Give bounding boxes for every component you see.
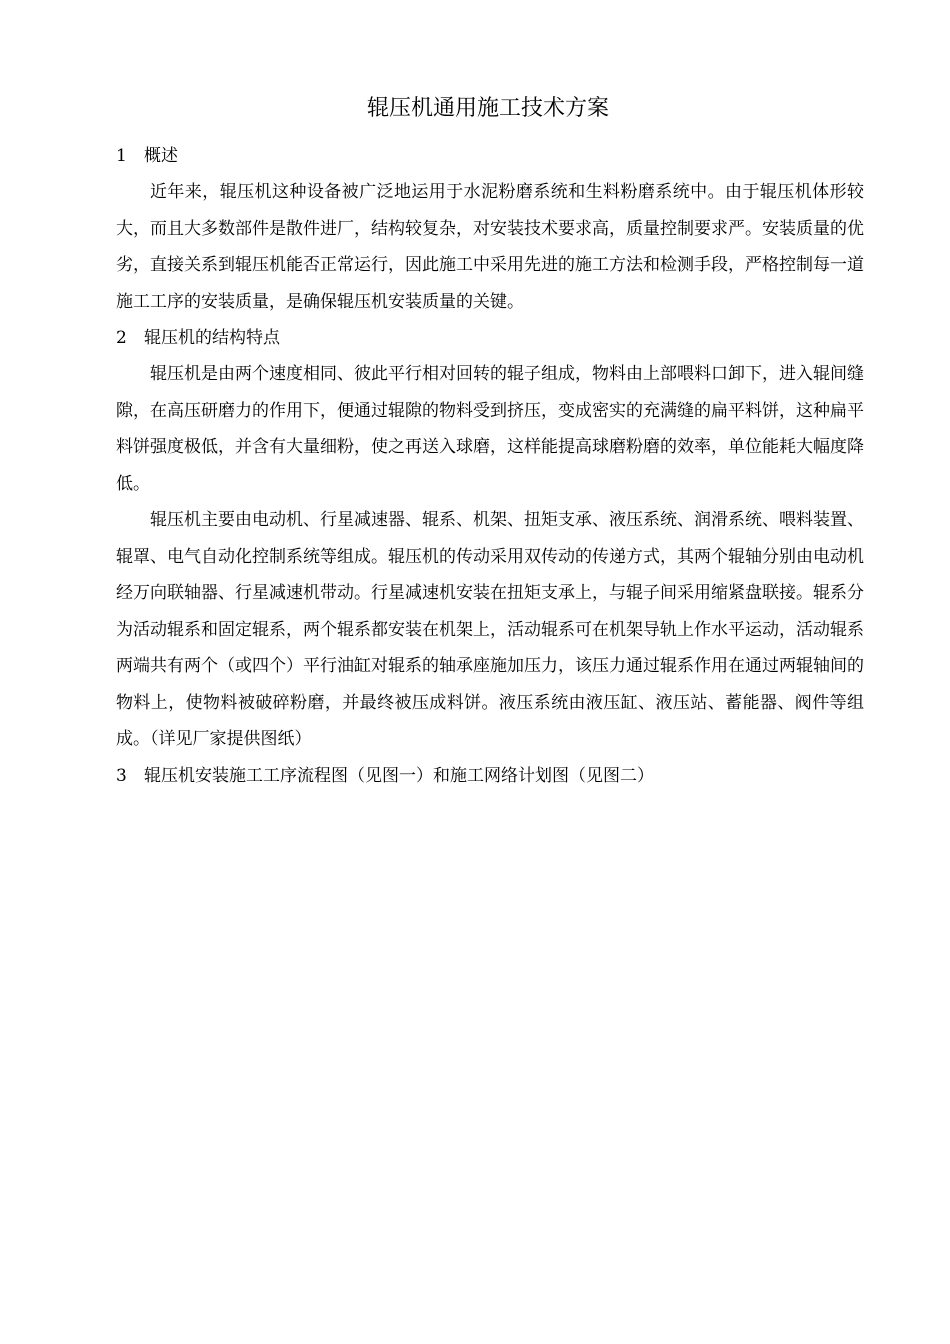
document-body <box>116 138 864 794</box>
section-number: 1 <box>116 146 127 166</box>
section-title: 辊压机的结构特点 <box>144 328 280 348</box>
section-title: 概述 <box>144 146 178 166</box>
paragraph-overview: 近年来，辊压机这种设备被广泛地运用于水泥粉磨系统和生料粉磨系统中。由于辊压机体形较大，而且大多数部件是散件进厂，结构较复杂，对安装技术要求高，质量控制要求严。安装质量的优劣，直接关系到辊压机能否正常运行，因此施工中采用先进的施工方法和检测手段，严格控制每一道施工工序的安装质量，是确保辊压机安装质量的关键。 <box>116 182 864 312</box>
section-heading-1 <box>116 138 864 174</box>
paragraph-structure-principle: 辊压机是由两个速度相同、彼此平行相对回转的辊子组成，物料由上部喂料口卸下，进入辊间缝隙，在高压研磨力的作用下，便通过辊隙的物料受到挤压，变成密实的充满缝的扁平料饼，这种扁平料饼强度极低，并含有大量细粉，使之再送入球磨，这样能提高球磨粉磨的效率，单位能耗大幅度降低。 <box>116 364 864 494</box>
document-title: 辊压机通用施工技术方案 <box>366 96 609 121</box>
section-heading-3 <box>116 758 864 794</box>
paragraph-structure-components: 辊压机主要由电动机、行星减速器、辊系、机架、扭矩支承、液压系统、润滑系统、喂料装置、辊罩、电气自动化控制系统等组成。辊压机的传动采用双传动的传递方式，其两个辊轴分别由电动机经万向联轴器、行星减速机带动。行星减速机安装在扭矩支承上，与辊子间采用缩紧盘联接。辊系分为活动辊系和固定辊系，两个辊系都安装在机架上，活动辊系可在机架导轨上作水平运动，活动辊系两端共有两个（或四个）平行油缸对辊系的轴承座施加压力，该压力通过辊系作用在通过两辊轴间的物料上，使物料被破碎粉磨，并最终被压成料饼。液压系统由液压缸、液压站、蓄能器、阀件等组成。（详见厂家提供图纸） <box>116 510 864 749</box>
section-number: 2 <box>116 328 127 348</box>
section-title: 辊压机安装施工工序流程图（见图一）和施工网络计划图（见图二） <box>144 765 654 786</box>
section-heading-2 <box>116 320 864 356</box>
section-number: 3 <box>116 765 127 786</box>
